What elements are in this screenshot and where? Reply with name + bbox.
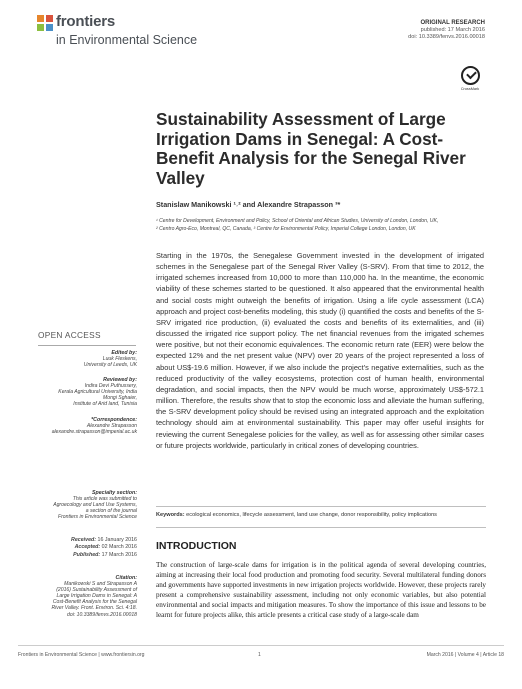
- citation-line: (2016) Sustainability Assessment of: [56, 587, 137, 594]
- crossmark-icon: [461, 66, 480, 85]
- citation-line: Cost-Benefit Analysis for the Senegal: [52, 599, 137, 606]
- editor-name: Luuk Fleskens,: [102, 356, 137, 363]
- citation: [22, 575, 137, 618]
- specialty-line: Agroecology and Land Use Systems,: [53, 502, 137, 509]
- section-heading: INTRODUCTION: [156, 540, 237, 552]
- editor-affiliation: University of Leeds, UK: [83, 362, 137, 369]
- footer-journal[interactable]: Frontiers in Environmental Science | www.frontiersin.org: [18, 652, 145, 658]
- received-date: [71, 537, 137, 544]
- author-list: Stanislaw Manikowski ¹˒² and Alexandre Strapasson ³*: [156, 200, 341, 209]
- divider: [156, 527, 486, 528]
- published-date: [71, 552, 137, 559]
- reviewer-affiliation: Kerala Agricultural University, India: [58, 389, 137, 396]
- citation-line[interactable]: doi: 10.3389/fenvs.2016.00018: [67, 611, 137, 618]
- published-line: published: 17 March 2016: [420, 27, 485, 33]
- keywords-label: Keywords:: [156, 512, 185, 518]
- correspondence-email[interactable]: alexandre.strapasson@imperial.ac.uk: [51, 429, 137, 436]
- reviewed-by: [22, 377, 137, 407]
- accepted-value: 02 March 2016: [101, 544, 137, 551]
- specialty-label: Specialty section:: [91, 490, 137, 496]
- citation-line: Large Irrigation Dams in Senegal: A: [56, 593, 137, 600]
- citation-line: River Valley. Front. Environ. Sci. 4:18.: [51, 605, 137, 612]
- accepted-label: Accepted:: [74, 544, 101, 551]
- citation-line: Manikowski S and Strapasson A: [64, 581, 137, 588]
- affiliation-line: ¹ Centre for Development, Environment and Policy, School of Oriental and African Studies, University of London, London, UK,: [156, 218, 439, 224]
- open-access-label: OPEN ACCESS: [38, 330, 101, 340]
- dates: [71, 537, 137, 559]
- frontiers-logo-icon: [37, 15, 53, 31]
- keywords-text: ecological economics, lifecycle assessment, land use change, donor responsibility, policy implications: [186, 512, 437, 518]
- specialty-section: [22, 490, 137, 520]
- abstract: Starting in the 1970s, the Senegalese Government invested in the development of irrigated schemes in the Senegalese part of the Senegal River Valley (S-SRV). From that time to 2012, the irrigated schemes increased from 10,000 to more than 110,000 ha. In the meantime, the economic viability of these schemes started to be questioned. It also appeared that the environmental health and social costs might outweigh the benefits of irrigation. Using a life cycle assessment (LCA) approach and project cost-benefits modeling, this study (i) quantified the costs and benefits of the S-SRV irrigated rice production, (ii) evaluated the costs and benefits of its externalities, and (iii) discussed the irrigated rice support policy. The net financial revenues from the irrigated schemes were positive, but not their economic equivalences. The economic return rate (EER) were below the expected 12% and the net present value (NPV) over 20 years of the project represented a loss of about US$-19.6 million. However, if we also include the project’s negative externalities, such as the reduced productivity of the valley ecosystems, protection cost of human health, environmental degradation, and social impacts, then the NPV would be much worse, approximately US$-572.1 million. Therefore, the results show that to stop the economic loss and alleviate the human suffering, the S-SRV development policy should be revised using an integrated approach and the exploitation technology should aim at environmental sustainability. This paper may offer useful insights for reviewing the current Senegalese policies for the valley, as well as for assessing other similar cases or future projects worldwide, particularly in critical zones of developing countries.: [156, 251, 484, 450]
- accepted-date: [71, 544, 137, 551]
- published-value: 17 March 2016: [101, 551, 137, 558]
- received-label: Received:: [71, 537, 97, 543]
- journal-name: in Environmental Science: [56, 33, 198, 47]
- article-meta: [408, 20, 485, 41]
- published-label: Published:: [73, 551, 101, 558]
- doi-line[interactable]: doi: 10.3389/fenvs.2016.00018: [408, 34, 485, 40]
- affiliations: [156, 217, 496, 233]
- correspondence-name: Alexandre Strapasson: [86, 423, 137, 430]
- introduction-text: The construction of large-scale dams for irrigation is in the political agenda of several developing countries, aiming at increasing their local food production and promoting food security. Several multilateral funding donors and governments have supported investments in new irrigation projects worldwide. However, these projects rarely present a comprehensive sustainability assessment, including not only economic variables, but also potential environmental and social impacts and mitigation measures. To show the importance of this issue and lessons to be learnt for future projects alike, this article presents a critical case study of a large-scale dam: [156, 561, 486, 620]
- specialty-line: This article was submitted to: [72, 496, 137, 503]
- reviewer-name: Indira Devi Puthussery,: [84, 383, 137, 390]
- divider: [38, 345, 136, 346]
- correspondence: [22, 417, 137, 435]
- crossmark-badge[interactable]: [458, 66, 482, 91]
- citation-label: Citation:: [115, 575, 137, 581]
- correspondence-label: *Correspondence:: [91, 417, 137, 423]
- footer-divider: [18, 645, 504, 646]
- edited-by-label: Edited by:: [111, 350, 137, 356]
- affiliation-line: ² Centro Agro-Eco, Montreal, QC, Canada, ³ Centre for Environmental Policy, Imperial College London, London, UK: [156, 226, 416, 232]
- footer-issue: March 2016 | Volume 4 | Article 18: [426, 652, 504, 658]
- page-number: 1: [258, 652, 261, 658]
- specialty-line: a section of the journal: [85, 508, 137, 515]
- keywords: [156, 512, 486, 518]
- brand-name: frontiers: [56, 13, 116, 30]
- article-type: ORIGINAL RESEARCH: [420, 20, 485, 26]
- received-value: 16 January 2016: [97, 537, 137, 543]
- specialty-line: Frontiers in Environmental Science: [58, 514, 137, 521]
- reviewed-by-label: Reviewed by:: [103, 377, 137, 383]
- article-title: Sustainability Assessment of Large Irrigation Dams in Senegal: A Cost-Benefit Analysis for the Senegal River Valley: [156, 109, 466, 188]
- reviewer-name: Mongi Sghaier,: [103, 395, 137, 402]
- reviewer-affiliation: Institute of Arid land, Tunisia: [73, 401, 137, 408]
- crossmark-label: CrossMark: [460, 87, 480, 91]
- edited-by: [22, 350, 137, 368]
- divider: [156, 506, 486, 507]
- journal-logo: [37, 13, 227, 53]
